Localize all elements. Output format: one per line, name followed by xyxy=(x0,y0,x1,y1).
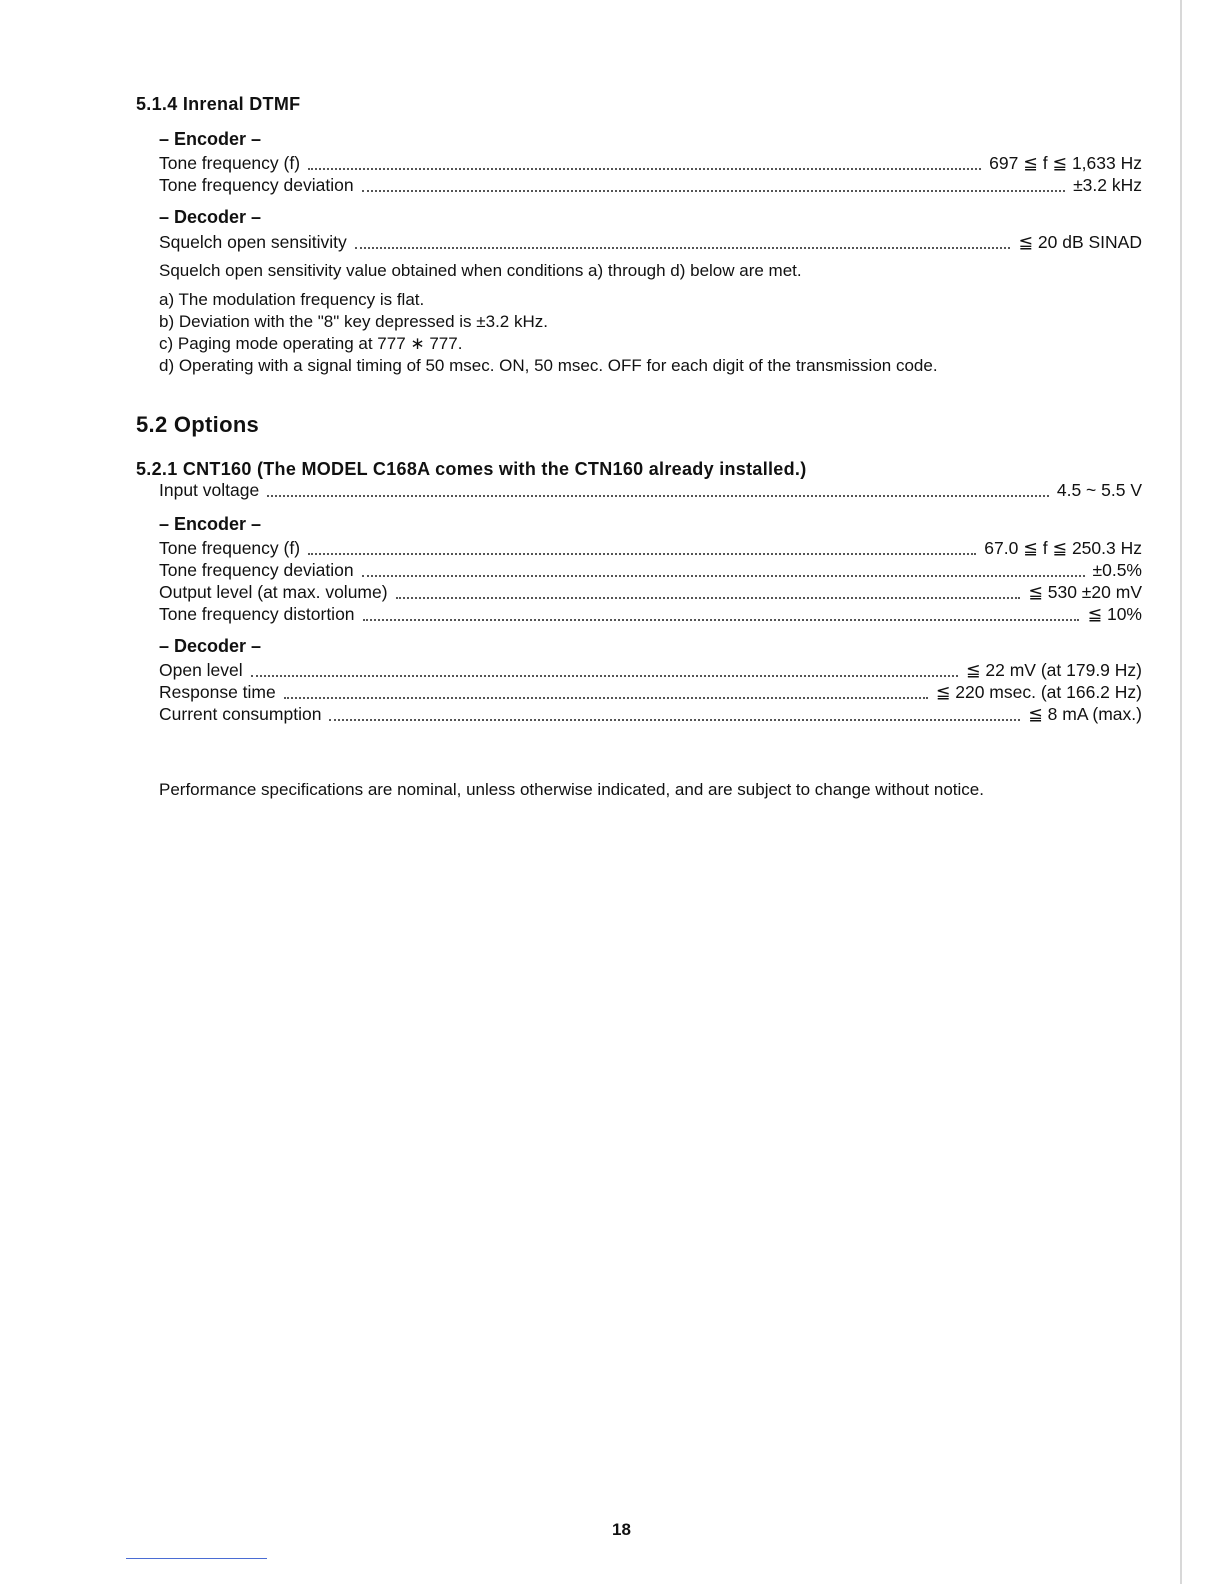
spec-row xyxy=(159,152,1142,174)
condition-item: d) Operating with a signal timing of 50 msec. ON, 50 msec. OFF for each digit of the transmission code. xyxy=(159,356,938,375)
spec-value: 697 ≦ f ≦ 1,633 Hz xyxy=(989,153,1142,173)
condition-item: b) Deviation with the "8" key depressed is ±3.2 kHz. xyxy=(159,312,548,331)
footnote-rule xyxy=(126,1558,267,1559)
spec-label: Tone frequency (f) xyxy=(159,538,301,558)
spec-label: Response time xyxy=(159,682,276,702)
dot-leader xyxy=(362,569,1085,577)
spec-value: ≦ 8 mA (max.) xyxy=(1028,704,1142,724)
spec-row xyxy=(159,703,1142,725)
footer-note: Performance specifications are nominal, unless otherwise indicated, and are subject to change without notice. xyxy=(159,780,984,799)
spec-row xyxy=(159,681,1142,703)
dot-leader xyxy=(284,691,928,699)
spec-row xyxy=(159,537,1142,559)
spec-value: ≦ 220 msec. (at 166.2 Hz) xyxy=(935,682,1142,702)
section-5-2-title: 5.2 Options xyxy=(136,412,260,437)
dot-leader xyxy=(251,669,958,677)
encoder-label: – Encoder – xyxy=(159,514,262,534)
spec-row xyxy=(159,231,1142,253)
section-5-1-4-title: 5.1.4 Inrenal DTMF xyxy=(136,94,301,114)
spec-value: ≦ 22 mV (at 179.9 Hz) xyxy=(965,660,1142,680)
encoder-label: – Encoder – xyxy=(159,129,262,149)
spec-label: Output level (at max. volume) xyxy=(159,582,388,602)
dot-leader xyxy=(363,613,1080,621)
spec-label: Open level xyxy=(159,660,243,680)
dot-leader xyxy=(355,241,1011,249)
page-edge-line xyxy=(1180,0,1182,1584)
dot-leader xyxy=(308,547,976,555)
spec-row xyxy=(159,659,1142,681)
decoder-label: – Decoder – xyxy=(159,636,262,656)
spec-value: ≦ 10% xyxy=(1087,604,1142,624)
spec-value: ±3.2 kHz xyxy=(1073,175,1142,195)
spec-label: Tone frequency deviation xyxy=(159,175,354,195)
decoder-label: – Decoder – xyxy=(159,207,262,227)
spec-row xyxy=(159,559,1142,581)
spec-value: ≦ 530 ±20 mV xyxy=(1028,582,1142,602)
spec-value: ±0.5% xyxy=(1092,560,1142,580)
spec-label: Tone frequency deviation xyxy=(159,560,354,580)
sensitivity-note: Squelch open sensitivity value obtained when conditions a) through d) below are met. xyxy=(159,261,802,280)
condition-item: c) Paging mode operating at 777 ∗ 777. xyxy=(159,334,463,353)
spec-label: Tone frequency (f) xyxy=(159,153,301,173)
section-5-2-1-title: 5.2.1 CNT160 (The MODEL C168A comes with the CTN160 already installed.) xyxy=(136,459,807,479)
spec-label: Tone frequency distortion xyxy=(159,604,355,624)
spec-label: Current consumption xyxy=(159,704,322,724)
spec-row xyxy=(159,603,1142,625)
dot-leader xyxy=(329,713,1020,721)
dot-leader xyxy=(308,162,981,170)
spec-row xyxy=(159,174,1142,196)
spec-label: Input voltage xyxy=(159,480,260,500)
spec-value: ≦ 20 dB SINAD xyxy=(1018,232,1142,252)
dot-leader xyxy=(396,591,1021,599)
spec-value: 67.0 ≦ f ≦ 250.3 Hz xyxy=(984,538,1142,558)
spec-value: 4.5 ~ 5.5 V xyxy=(1056,480,1142,500)
dot-leader xyxy=(362,184,1065,192)
spec-row xyxy=(159,479,1142,501)
dot-leader xyxy=(267,489,1049,497)
spec-row xyxy=(159,581,1142,603)
page-number: 18 xyxy=(612,1520,631,1539)
condition-item: a) The modulation frequency is flat. xyxy=(159,290,425,309)
spec-label: Squelch open sensitivity xyxy=(159,232,347,252)
